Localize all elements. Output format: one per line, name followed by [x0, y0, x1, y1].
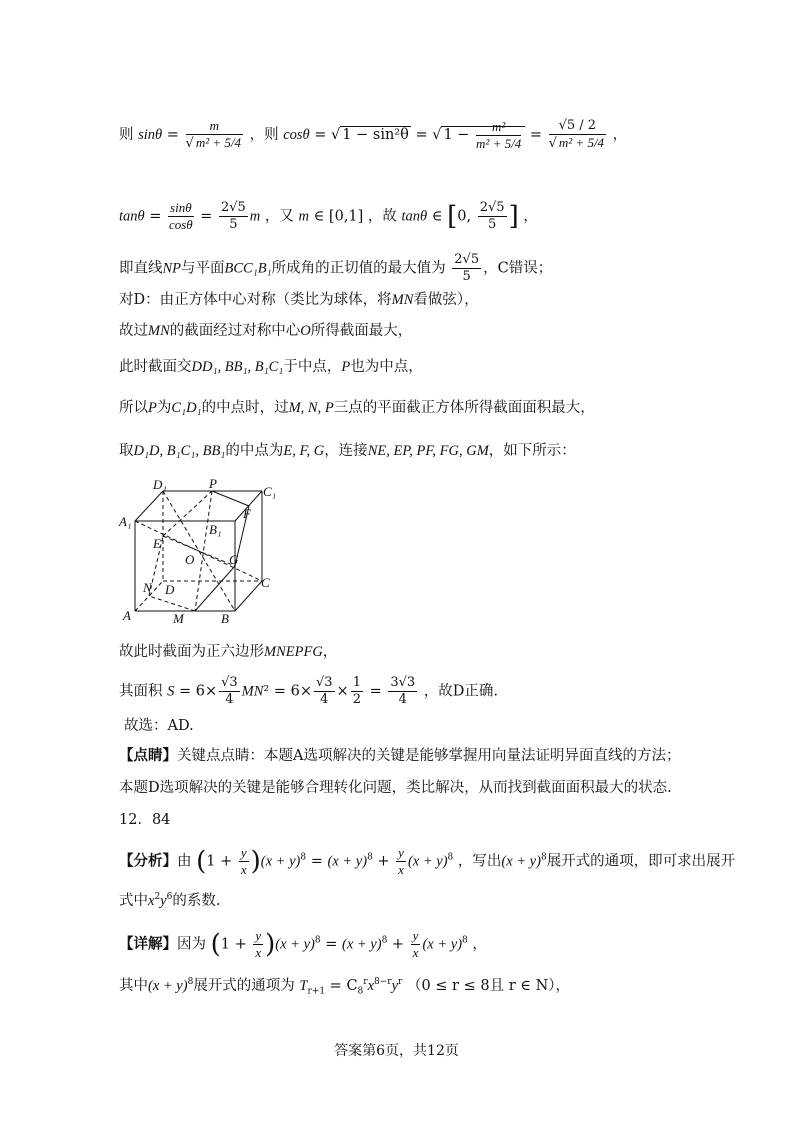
label-D: D [165, 582, 175, 597]
page-footer: 答案第6页，共12页 [334, 1043, 459, 1059]
label-P: P [209, 476, 217, 491]
text-line-6: 此时截面交DD₁, BB₁, B₁C₁于中点，P也为中点， [119, 359, 423, 375]
label-C: C [261, 575, 270, 590]
label-M: M [173, 611, 184, 626]
label-B1: B₁ [209, 522, 222, 537]
text-line-11: 故选：AD. [124, 718, 194, 734]
text: ， [523, 208, 538, 225]
text-line-8: 取D₁D, B₁C₁, BB₁的中点为E, F, G，连接NE, EP, PF, FG, GM，如下所示： [119, 443, 576, 459]
label-F: F [243, 506, 251, 521]
text-line-16: 式中$x^2y^6$的系数. [119, 892, 221, 909]
text-line-14: 12．84 [119, 812, 171, 828]
text: ，则 [249, 127, 279, 143]
label-A: A [123, 608, 131, 623]
label-D1: D₁ [153, 477, 167, 492]
label-A1: A₁ [119, 514, 132, 529]
text-line-18: 其中$(x + y)^8$展开式的通项为 $T_{r+1} = C_8^rx^{8-r}y^r$ （0 ≤ r ≤ 8且 r ∈ N）， [119, 977, 571, 997]
text: ，故 [367, 208, 397, 225]
text-line-9: 故此时截面为正六边形MNEPFG， [119, 644, 338, 660]
label-G: G [229, 552, 239, 567]
label-B: B [221, 611, 229, 626]
label-N: N [143, 580, 152, 595]
text: 则 [119, 127, 134, 143]
text-line-7: 所以P为C₁D₁的中点时，过M, N, P三点的平面截正方体所得截面面积最大， [119, 400, 595, 416]
text: ， [612, 127, 628, 143]
equation-line-2: tanθ = $\frac{\sin\theta}{\cos\theta}$ = $\frac{2√5}{5}$ m ，又 m ∈ [0,1] ，故 tanθ ∈ [0, $\frac{2√5}{5}$ ] ， [119, 200, 538, 232]
cube-figure [115, 476, 285, 626]
text-line-15: 【分析】由 (1 + $\frac{y}{x}$ )$(x + y)^8 = (x + y)^8$ + $\frac{y}{x}$ $(x + y)^8$ ，写出$(x + y)^8$展开式的通项，即可求出展开 [119, 845, 736, 877]
text-line-13: 本题D选项解决的关键是能够合理转化问题，类比解决，从而找到截面面积最大的状态. [119, 780, 672, 796]
text-line-17: 【详解】因为 (1 + $\frac{y}{x}$ )$(x + y)^8 = (x + y)^8$ + $\frac{y}{x}$ $(x + y)^8$ ， [119, 928, 487, 960]
label-C1: C₁ [263, 484, 277, 499]
text: ，又 [264, 208, 294, 225]
text-line-10: 其面积 S = 6× $\frac{√3}{4}$ MN² = 6× $\frac{√3}{4}$ × $\frac{1}{2}$ = $\frac{3√3}{4}$ ，故D正确. [119, 675, 499, 707]
text-line-5: 故过MN的截面经过对称中心O所得截面最大， [119, 323, 413, 339]
text-line-12: 【点睛】关键点点睛：本题A选项解决的关键是能够掌握用向量法证明异面直线的方法； [119, 747, 681, 764]
label-O: O [185, 552, 195, 567]
text-line-3: 即直线NP与平面BCC₁B₁所成角的正切值的最大值为 $\frac{2√5}{5}$ ，C错误； [119, 252, 553, 284]
equation-line-1: 则 sinθ = $\frac{m}{\text{√ m² + 5/4}}$ ，则 cosθ = √ 1 − sin²θ = √ 1 − $\frac{\text{m²}}{\text{m² + 5/4}}$ = $\frac{√5 / 2}{\text{√ m² + 5/4}}$ ， [119, 118, 628, 151]
label-E: E [153, 536, 161, 551]
text-line-4: 对D：由正方体中心对称（类比为球体，将MN看做弦）， [119, 292, 479, 308]
